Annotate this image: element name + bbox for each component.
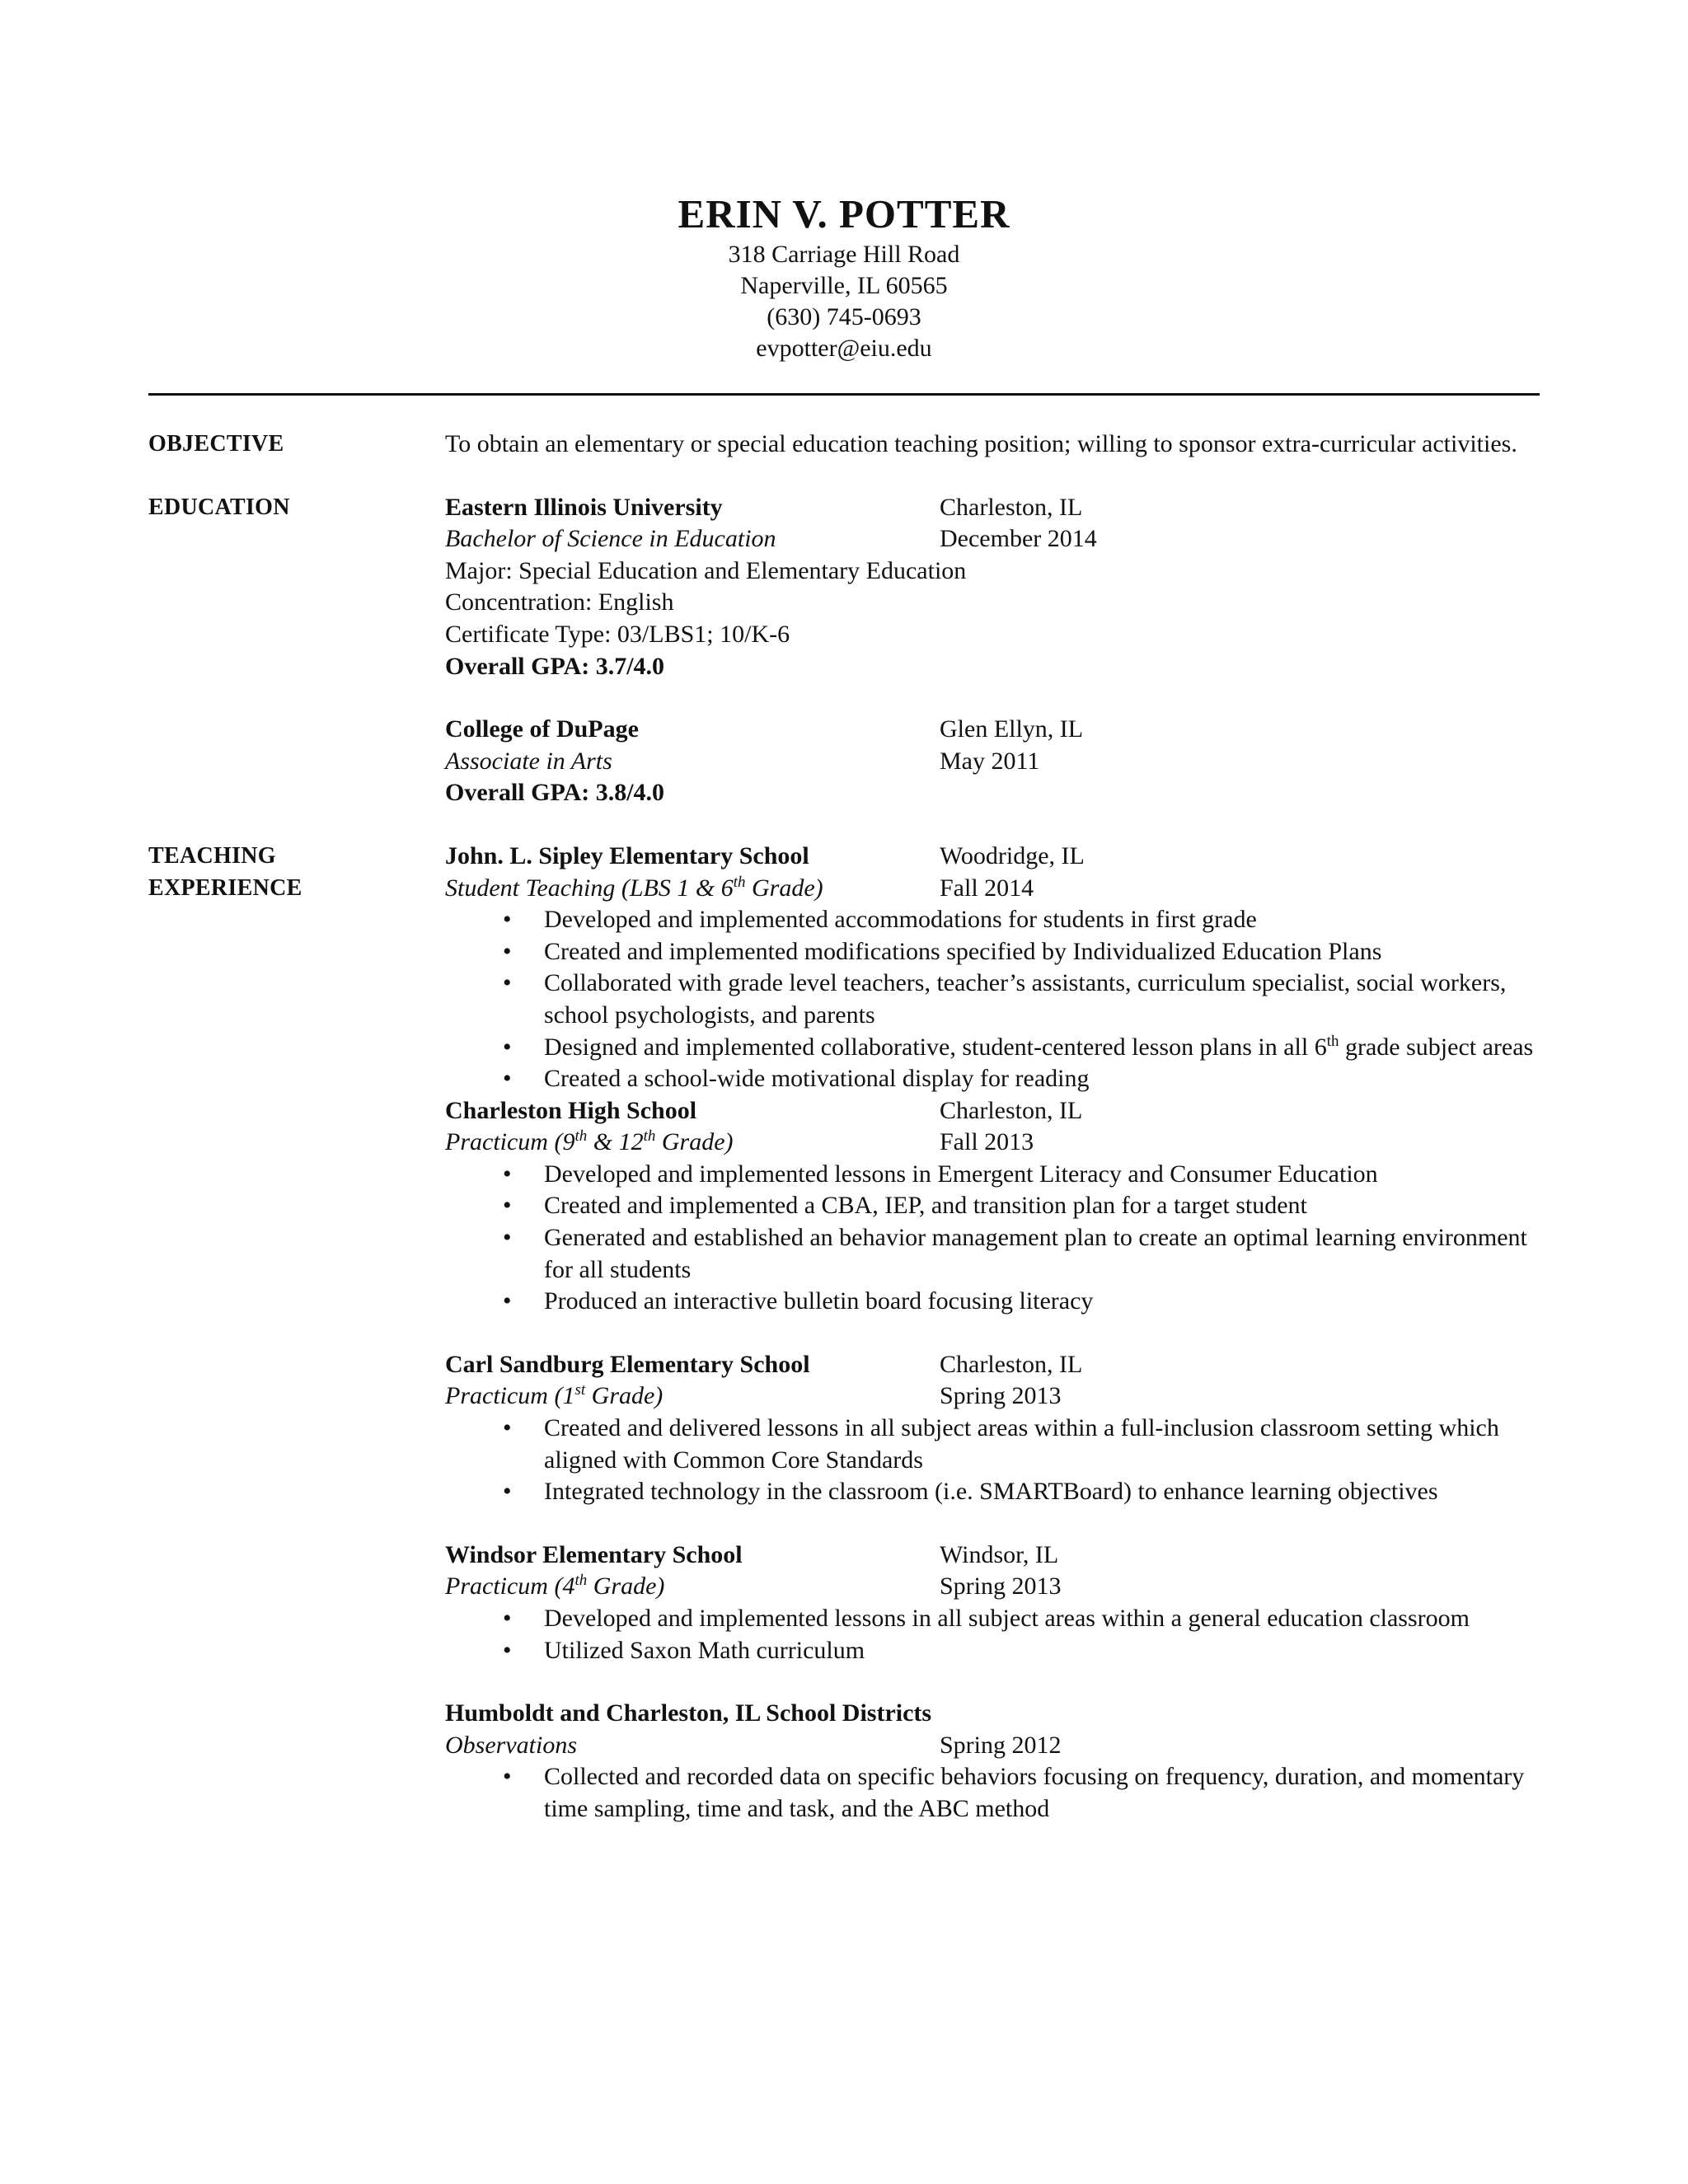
experience-location: Windsor, IL xyxy=(940,1540,1059,1568)
gpa: Overall GPA: 3.7/4.0 xyxy=(445,652,665,680)
school-name: Eastern Illinois University xyxy=(445,493,723,521)
experience-school: Windsor Elementary School xyxy=(445,1540,743,1568)
experience-location: Charleston, IL xyxy=(940,1350,1083,1378)
degree-name: Bachelor of Science in Education xyxy=(445,525,776,553)
email-address: evpotter@eiu.edu xyxy=(756,335,932,362)
experience-entry xyxy=(445,841,1541,1095)
list-item: • Created a school-wide motivational display for reading xyxy=(445,1063,1541,1095)
experience-location: Charleston, IL xyxy=(940,1096,1083,1124)
resume-header xyxy=(0,190,1688,364)
degree-name: Associate in Arts xyxy=(445,747,612,775)
experience-role: Observations xyxy=(445,1731,577,1759)
experience-bullets xyxy=(445,904,1541,1095)
degree-date: May 2011 xyxy=(940,747,1040,775)
gpa: Overall GPA: 3.8/4.0 xyxy=(445,779,665,807)
experience-entry xyxy=(445,1349,1541,1508)
experience-section xyxy=(148,841,1541,1825)
school-name: College of DuPage xyxy=(445,715,639,743)
list-item: • Utilized Saxon Math curriculum xyxy=(445,1635,1541,1667)
experience-bullets xyxy=(445,1159,1541,1318)
experience-entry xyxy=(445,1095,1541,1318)
list-item: • Designed and implemented collaborative, student-centered lesson plans in all 6th grade subject areas xyxy=(445,1032,1541,1064)
list-item: • Created and delivered lessons in all subject areas within a full-inclusion classroom setting which aligned with Common Core Standards xyxy=(445,1413,1541,1476)
list-item: • Collected and recorded data on specific behaviors focusing on frequency, duration, and momentary time sampling, time and task, and the ABC method xyxy=(445,1761,1541,1825)
experience-school: Humboldt and Charleston, IL School Districts xyxy=(445,1699,932,1727)
education-detail: Major: Special Education and Elementary Education xyxy=(445,556,967,584)
list-item: • Integrated technology in the classroom (i.e. SMARTBoard) to enhance learning objectives xyxy=(445,1476,1541,1508)
experience-label-line-1: TEACHING xyxy=(148,842,276,869)
experience-school: John. L. Sipley Elementary School xyxy=(445,841,809,869)
experience-bullets xyxy=(445,1413,1541,1508)
address-line-2: Naperville, IL 60565 xyxy=(740,272,948,299)
objective-section xyxy=(148,429,1541,461)
phone-number: (630) 745-0693 xyxy=(767,303,921,330)
experience-date: Fall 2014 xyxy=(940,874,1034,902)
experience-role: Practicum (1st Grade) xyxy=(445,1381,663,1410)
objective-label: OBJECTIVE xyxy=(148,431,284,457)
experience-school: Charleston High School xyxy=(445,1096,697,1124)
education-detail: Certificate Type: 03/LBS1; 10/K-6 xyxy=(445,620,790,648)
education-section xyxy=(148,492,1541,809)
list-item: • Developed and implemented lessons in Emergent Literacy and Consumer Education xyxy=(445,1159,1541,1191)
experience-date: Spring 2013 xyxy=(940,1572,1062,1601)
address-line-1: 318 Carriage Hill Road xyxy=(728,241,960,268)
education-detail: Concentration: English xyxy=(445,588,674,616)
list-item: • Generated and established an behavior management plan to create an optimal learning environment for all students xyxy=(445,1222,1541,1286)
experience-bullets xyxy=(445,1761,1541,1825)
list-item: • Developed and implemented lessons in all subject areas within a general education classroom xyxy=(445,1603,1541,1635)
experience-location: Woodridge, IL xyxy=(940,841,1085,869)
school-location: Charleston, IL xyxy=(940,493,1083,521)
school-location: Glen Ellyn, IL xyxy=(940,715,1084,743)
degree-date: December 2014 xyxy=(940,525,1097,553)
experience-date: Fall 2013 xyxy=(940,1128,1034,1156)
experience-date: Spring 2012 xyxy=(940,1731,1062,1759)
experience-bullets xyxy=(445,1603,1541,1666)
objective-text: To obtain an elementary or special education teaching position; willing to sponsor extra-curricular activities. xyxy=(445,430,1517,457)
experience-school: Carl Sandburg Elementary School xyxy=(445,1350,810,1378)
experience-label-line-2: EXPERIENCE xyxy=(148,874,302,901)
experience-role: Practicum (4th Grade) xyxy=(445,1572,665,1601)
experience-entry xyxy=(445,1540,1541,1666)
header-divider xyxy=(148,393,1540,396)
experience-label xyxy=(148,841,420,904)
applicant-name: ERIN V. POTTER xyxy=(678,191,1010,237)
experience-role: Practicum (9th & 12th Grade) xyxy=(445,1127,734,1156)
experience-role: Student Teaching (LBS 1 & 6th Grade) xyxy=(445,873,823,902)
list-item: • Created and implemented a CBA, IEP, and transition plan for a target student xyxy=(445,1190,1541,1222)
resume-content xyxy=(148,429,1541,1825)
list-item: • Created and implemented modifications specified by Individualized Education Plans xyxy=(445,936,1541,968)
experience-entry xyxy=(445,1698,1541,1825)
experience-date: Spring 2013 xyxy=(940,1382,1062,1410)
education-label: EDUCATION xyxy=(148,494,290,520)
list-item: • Developed and implemented accommodations for students in first grade xyxy=(445,904,1541,936)
list-item: • Produced an interactive bulletin board focusing literacy xyxy=(445,1286,1541,1318)
list-item: • Collaborated with grade level teachers, teacher’s assistants, curriculum specialist, social workers, school psychologists, and parents xyxy=(445,968,1541,1031)
